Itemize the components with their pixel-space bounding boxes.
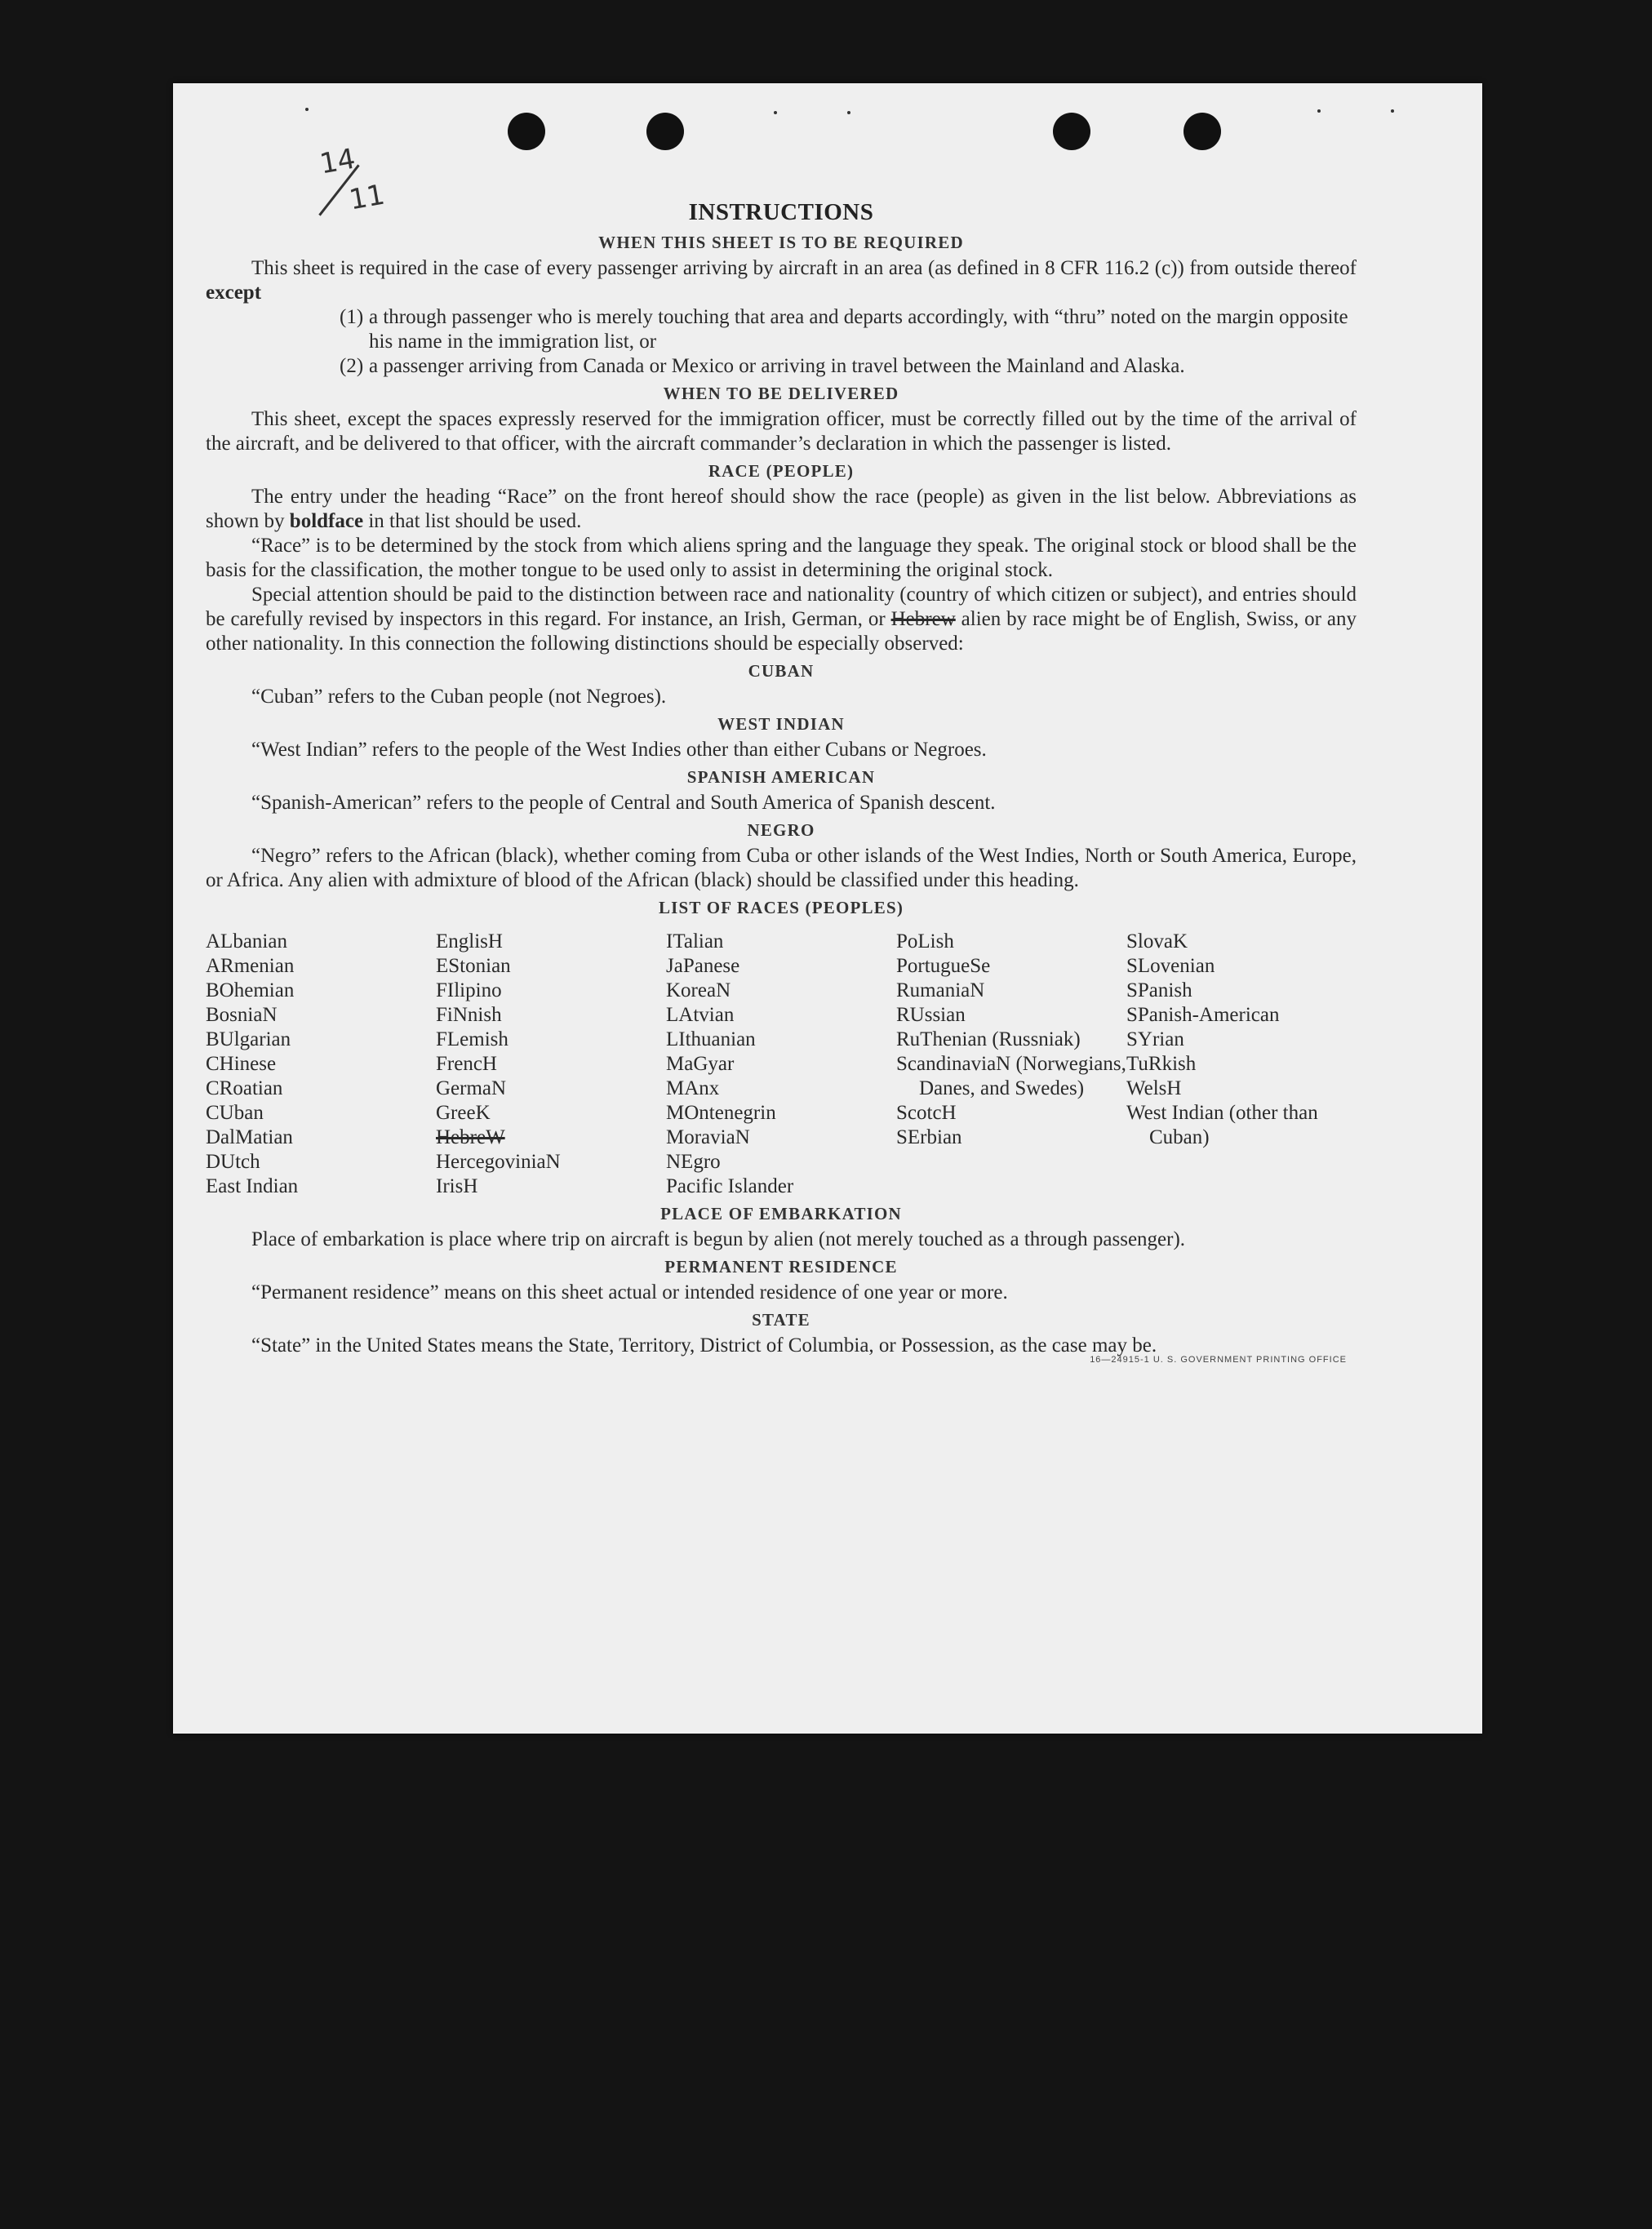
heading-when-required: WHEN THIS SHEET IS TO BE REQUIRED [598,233,964,252]
race-entry: RuThenian (Russniak) [896,1028,1081,1050]
race-entry: RUssian [896,1004,966,1026]
race-entry: LAtvian [666,1004,735,1026]
heading-race: RACE (PEOPLE) [708,461,855,481]
race-entry: MOntenegrin [666,1102,776,1124]
heading-spanish-american: SPANISH AMERICAN [686,767,876,787]
punch-hole [1053,113,1090,150]
handwritten-top: 14 [317,142,358,181]
residence-text: “Permanent residence” means on this sheet actual or intended residence of one year or more. [251,1281,1008,1303]
race-entry: East Indian [206,1175,299,1197]
punch-hole [646,113,684,150]
west-indian-text: “West Indian” refers to the people of the West Indies other than either Cubans or Negroes. [251,739,987,761]
heading-races-list: LIST OF RACES (PEOPLES) [658,898,904,917]
race-entry: PortugueSe [896,955,991,977]
race-entry: FrencH [436,1053,497,1075]
race-entry: ITalian [666,930,724,952]
embarkation-text: Place of embarkation is place where trip on aircraft is begun by alien (not merely touched as a through passenger). [251,1228,1186,1250]
speck [1391,109,1394,113]
race-entry: BosniaN [206,1004,278,1026]
race-entry: ARmenian [206,955,295,977]
handwritten-bottom: 11 [346,178,388,217]
race-column [666,930,896,1199]
race-entry: HercegoviniaN [436,1151,561,1173]
race-entry: MAnx [666,1077,720,1099]
race-column [896,930,1126,1199]
race-entry: RumaniaN [896,979,985,1001]
punch-hole [1183,113,1221,150]
race-entry: MaGyar [666,1053,735,1075]
race-entry: CRoatian [206,1077,283,1099]
speck [774,111,777,114]
exception-item: (1) a through passenger who is merely touching that area and departs accordingly, with “thru” noted on the margin opposite his name in the immigration list, or [340,306,1348,353]
when-delivered-text: This sheet, except the spaces expressly reserved for the immigration officer, must be correctly filled out by the time of the arrival of the aircraft, and be delivered to that officer, with the aircraft commander’s declaration in which the passenger is listed. [206,408,1357,455]
race-entry: SErbian [896,1126,962,1148]
race-entry: ScandinaviaN (Norwegians, Danes, and Swedes) [896,1053,1126,1099]
race-entry: WelsH [1126,1077,1182,1099]
race-entry: ScotcH [896,1102,957,1124]
race-entry: DalMatian [206,1126,293,1148]
heading-cuban: CUBAN [748,661,815,681]
speck [1317,109,1321,113]
race-column [1126,930,1357,1199]
race-column [206,930,436,1199]
race-entry: SYrian [1126,1028,1184,1050]
race-entry: FIlipino [436,979,502,1001]
exception-item: (2) a passenger arriving from Canada or Mexico or arriving in travel between the Mainland and Alaska. [340,355,1185,377]
race-entry: GreeK [436,1102,491,1124]
heading-west-indian: WEST INDIAN [717,714,845,734]
race-entry: KoreaN [666,979,731,1001]
race-paragraph-1: The entry under the heading “Race” on the front hereof should show the race (people) as given in the list below. Abbreviations as shown by boldface in that list should be used. [206,486,1357,532]
race-entry: JaPanese [666,955,740,977]
race-entry: BUlgarian [206,1028,291,1050]
race-entry: BOhemian [206,979,295,1001]
document-sheet [173,83,1482,1734]
page-title: INSTRUCTIONS [688,199,874,225]
race-paragraph-2: “Race” is to be determined by the stock from which aliens spring and the language they speak. The original stock or blood shall be the basis for the classification, the mother tongue to be used only to assist in determining the original stock. [206,535,1357,581]
race-entry: PoLish [896,930,954,952]
race-entry: ALbanian [206,930,287,952]
negro-text: “Negro” refers to the African (black), whether coming from Cuba or other islands of the West Indies, North or South America, Europe, or Africa. Any alien with admixture of blood of the African (black) should be classified under this heading. [206,845,1357,891]
races-list [206,930,1357,1199]
heading-residence: PERMANENT RESIDENCE [664,1257,898,1277]
state-text: “State” in the United States means the State, Territory, District of Columbia, or Possession, as the case may be. [251,1334,1157,1356]
race-entry: EnglisH [436,930,503,952]
race-column [436,930,666,1199]
race-entry: SPanish [1126,979,1192,1001]
state-row [206,1334,1357,1365]
race-entry: Pacific Islander [666,1175,794,1197]
race-entry: CHinese [206,1053,277,1075]
race-entry: SLovenian [1126,955,1215,977]
speck [847,111,850,114]
cuban-text: “Cuban” refers to the Cuban people (not Negroes). [251,686,667,708]
heading-when-delivered: WHEN TO BE DELIVERED [663,384,899,403]
race-entry: HebreW [436,1126,505,1148]
instructions-content [206,199,1357,1365]
when-required-intro: This sheet is required in the case of every passenger arriving by aircraft in an area (as defined in 8 CFR 116.2 (c)) from outside thereof except [206,257,1357,304]
race-entry: LIthuanian [666,1028,756,1050]
race-entry: MoraviaN [666,1126,750,1148]
race-entry: FiNnish [436,1004,502,1026]
heading-embarkation: PLACE OF EMBARKATION [660,1204,902,1223]
race-paragraph-3: Special attention should be paid to the distinction between race and nationality (country of which citizen or subject), and entries should be carefully revised by inspectors in this regard. For instance, an Irish, German, or Hebrew alien by race might be of English, Swiss, or any other nationality. In this connection the following distinctions should be especially observed: [206,584,1357,655]
race-entry: EStonian [436,955,511,977]
punch-hole [508,113,545,150]
print-code: 16—24915-1 U. S. GOVERNMENT PRINTING OFFICE [1090,1355,1347,1365]
race-entry: DUtch [206,1151,260,1173]
race-entry: CUban [206,1102,264,1124]
race-entry: SPanish-American [1126,1004,1280,1026]
race-entry: West Indian (other than Cuban) [1126,1102,1318,1148]
heading-state: STATE [752,1310,810,1330]
race-entry: FLemish [436,1028,508,1050]
heading-negro: NEGRO [747,820,815,840]
race-entry: TuRkish [1126,1053,1197,1075]
race-entry: SlovaK [1126,930,1188,952]
race-entry: NEgro [666,1151,721,1173]
spanish-american-text: “Spanish-American” refers to the people of Central and South America of Spanish descent. [251,792,996,814]
race-entry: GermaN [436,1077,507,1099]
speck [305,108,309,111]
race-entry: IrisH [436,1175,478,1197]
